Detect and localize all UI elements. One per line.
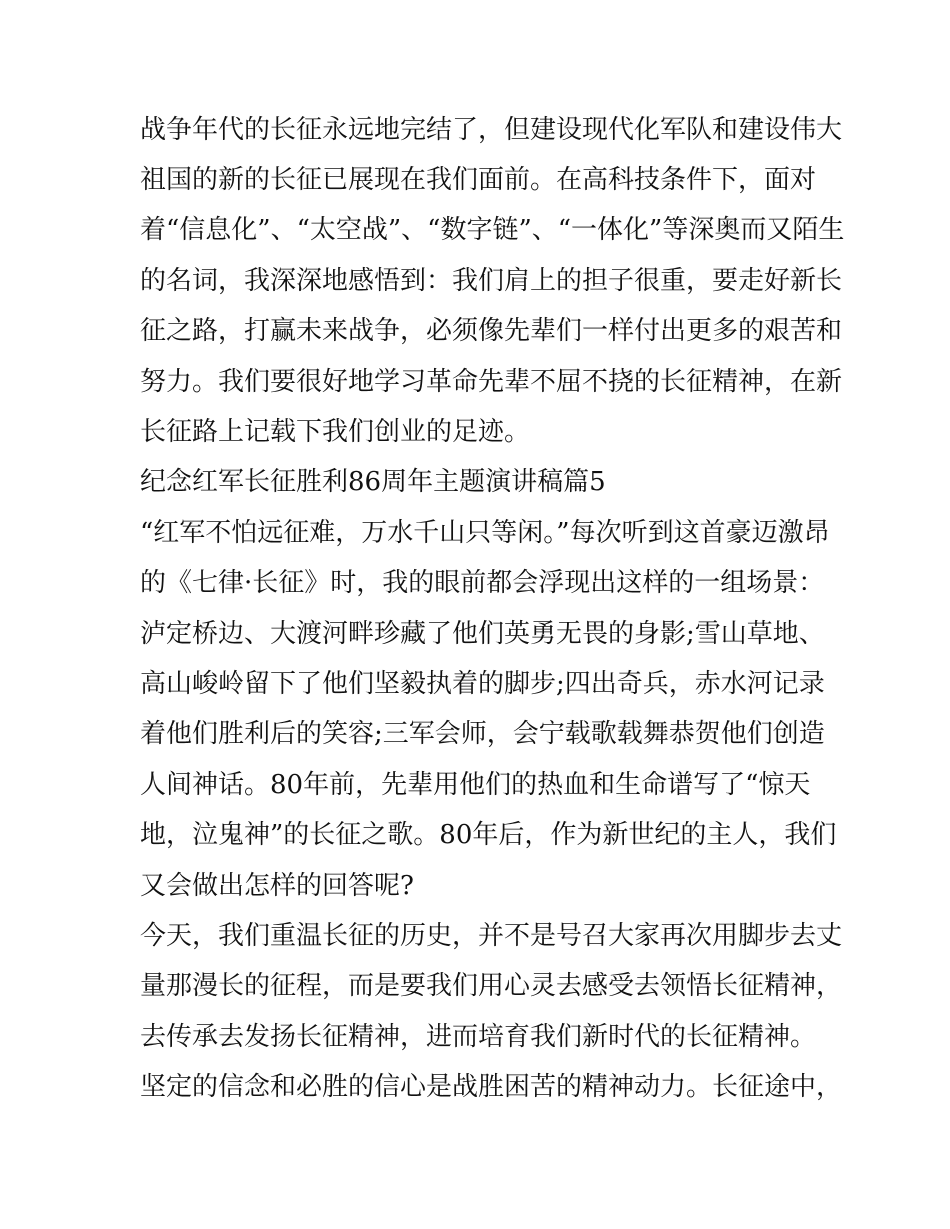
text-line: 着“信息化”、“太空战”、“数字链”、“一体化”等深奥而又陌生 [140, 215, 845, 245]
text-line: 祖国的新的长征已展现在我们面前。在高科技条件下，面对 [140, 165, 817, 195]
text-line: 人间神话。80年前，先辈用他们的热血和生命谱写了“惊天 [140, 770, 811, 800]
text-line: 量那漫长的征程，而是要我们用心灵去感受去领悟长征精神， [140, 971, 843, 1001]
text-line: 去传承去发扬长征精神，进而培育我们新时代的长征精神。 [140, 1022, 817, 1052]
text-line: 高山峻岭留下了他们坚毅执着的脚步;四出奇兵，赤水河记录 [140, 669, 825, 699]
text-line: 泸定桥边、大渡河畔珍藏了他们英勇无畏的身影;雪山草地、 [140, 619, 825, 649]
text-line: 努力。我们要很好地学习革命先辈不屈不挠的长征精神，在新 [140, 367, 843, 397]
text-line: 又会做出怎样的回答呢? [140, 871, 414, 901]
text-line: 的名词，我深深地感悟到：我们肩上的担子很重，要走好新长 [140, 266, 843, 296]
text-line: 坚定的信念和必胜的信心是战胜困苦的精神动力。长征途中， [140, 1072, 843, 1102]
text-line: “红军不怕远征难，万水千山只等闲。”每次听到这首豪迈激昂 [140, 518, 830, 548]
text-line: 的《七律·长征》时，我的眼前都会浮现出这样的一组场景： [140, 568, 825, 598]
section-heading: 纪念红军长征胜利86周年主题演讲稿篇5 [140, 467, 606, 497]
text-line: 着他们胜利后的笑容;三军会师，会宁载歌载舞恭贺他们创造 [140, 719, 825, 749]
text-line: 地，泣鬼神”的长征之歌。80年后，作为新世纪的主人，我们 [140, 820, 837, 850]
text-line: 战争年代的长征永远地完结了，但建设现代化军队和建设伟大 [140, 115, 843, 145]
text-line: 长征路上记载下我们创业的足迹。 [140, 417, 531, 447]
text-line: 征之路，打赢未来战争，必须像先辈们一样付出更多的艰苦和 [140, 316, 843, 346]
text-line: 今天，我们重温长征的历史，并不是号召大家再次用脚步去丈 [140, 921, 843, 951]
